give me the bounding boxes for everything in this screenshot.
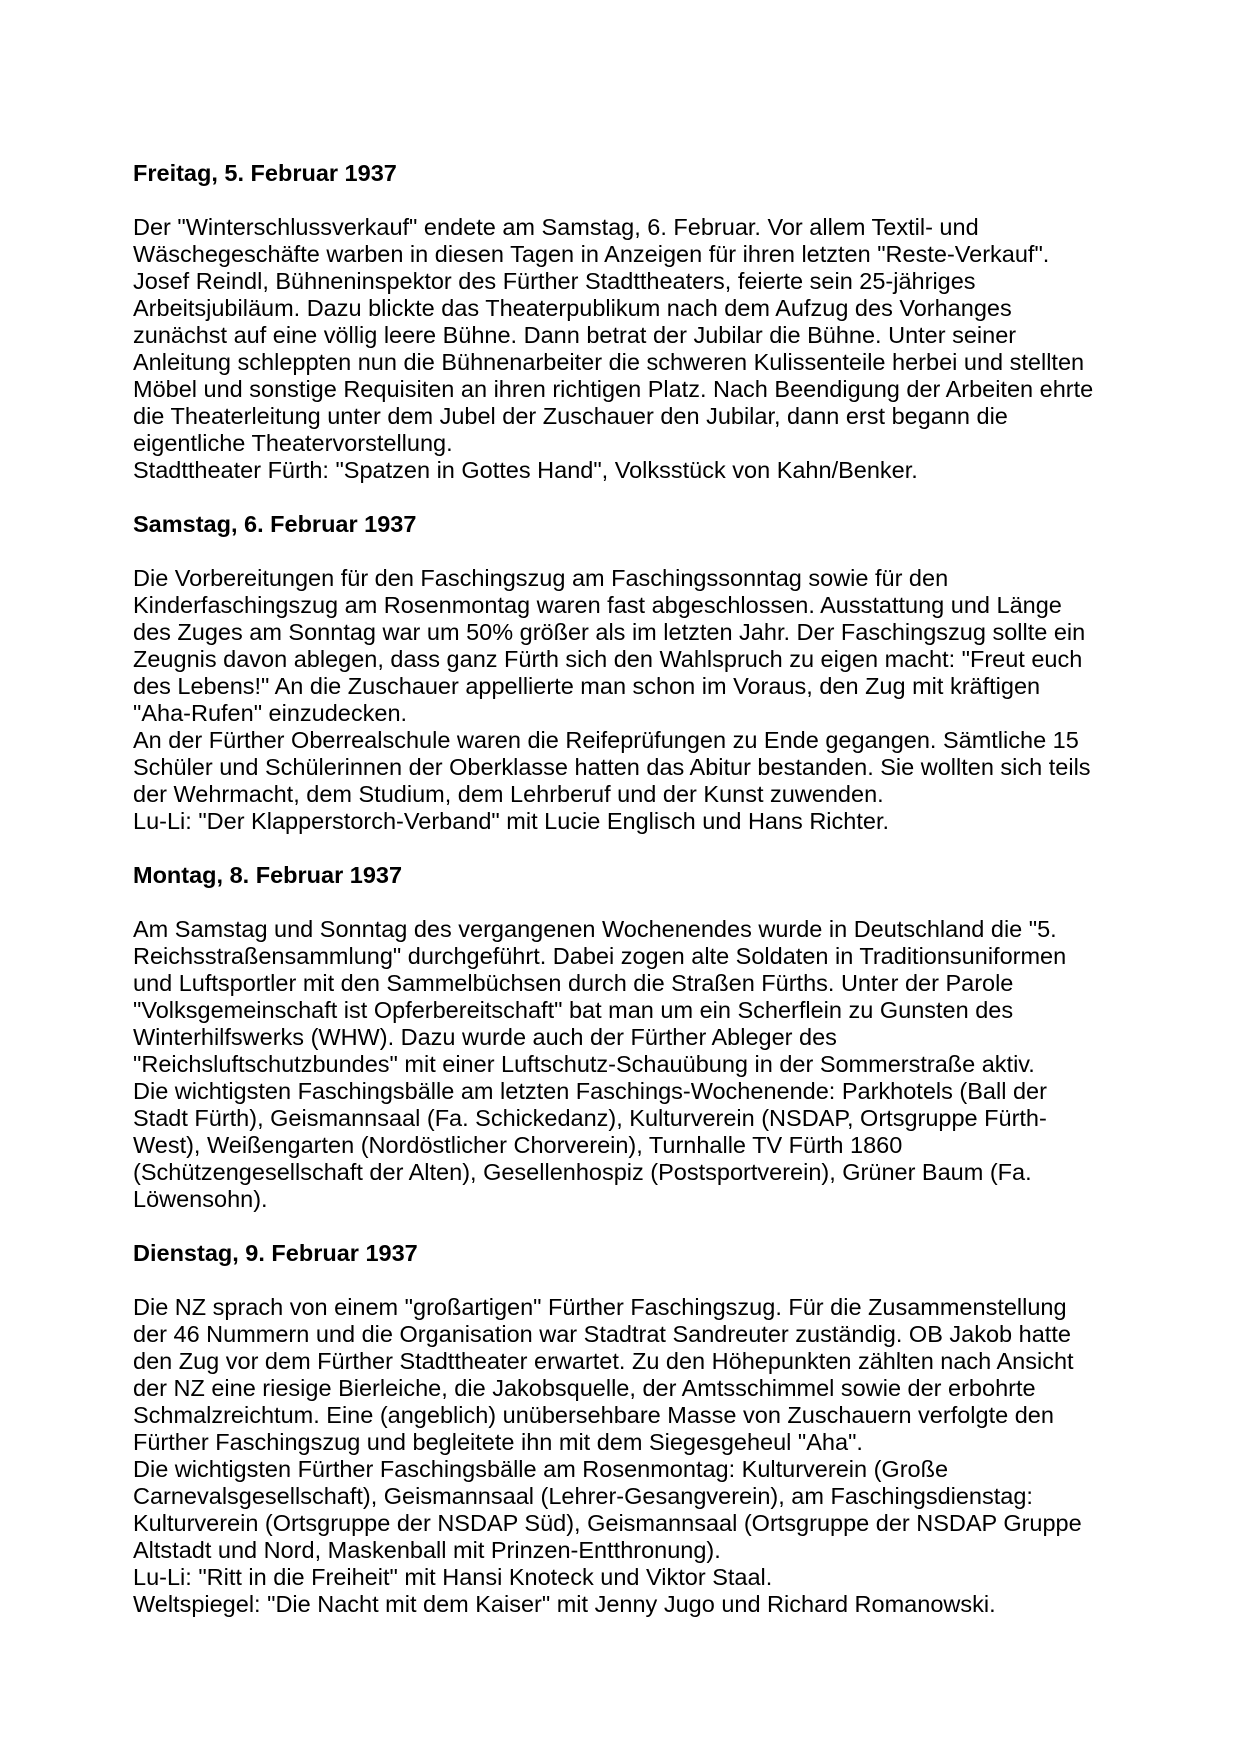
text-line: der 46 Nummern und die Organisation war Stadtrat Sandreuter zuständig. OB Jakob hatte <box>133 1321 1071 1347</box>
text-line: der NZ eine riesige Bierleiche, die Jakobsquelle, der Amtsschimmel sowie der erbohrte <box>133 1375 1036 1401</box>
text-line: "Aha-Rufen" einzudecken. <box>133 700 408 726</box>
text-line: Der "Winterschlussverkauf" endete am Samstag, 6. Februar. Vor allem Textil- und <box>133 214 979 240</box>
text-line: Schüler und Schülerinnen der Oberklasse hatten das Abitur bestanden. Sie wollten sich teils <box>133 754 1091 780</box>
text-line: Zeugnis davon ablegen, dass ganz Fürth sich den Wahlspruch zu eigen macht: "Freut euch <box>133 646 1083 672</box>
text-line: Lu-Li: "Der Klapperstorch-Verband" mit Lucie Englisch und Hans Richter. <box>133 808 890 834</box>
text-line: (Schützengesellschaft der Alten), Gesellenhospiz (Postsportverein), Grüner Baum (Fa. <box>133 1159 1032 1185</box>
text-line: "Reichsluftschutzbundes" mit einer Luftschutz-Schauübung in der Sommerstraße aktiv. <box>133 1051 1035 1077</box>
text-line: Die Vorbereitungen für den Faschingszug am Faschingssonntag sowie für den <box>133 565 949 591</box>
text-line: der Wehrmacht, dem Studium, dem Lehrberuf und der Kunst zuwenden. <box>133 781 884 807</box>
text-line: Kulturverein (Ortsgruppe der NSDAP Süd), Geismannsaal (Ortsgruppe der NSDAP Gruppe <box>133 1510 1082 1536</box>
text-line: Weltspiegel: "Die Nacht mit dem Kaiser" mit Jenny Jugo und Richard Romanowski. <box>133 1591 996 1617</box>
text-line: "Volksgemeinschaft ist Opferbereitschaft" bat man um ein Scherflein zu Gunsten des <box>133 997 1014 1023</box>
section-paragraph <box>133 565 1123 835</box>
text-line: den Zug vor dem Fürther Stadttheater erwartet. Zu den Höhepunkten zählten nach Ansicht <box>133 1348 1074 1374</box>
text-line: die Theaterleitung unter dem Jubel der Zuschauer den Jubilar, dann erst begann die <box>133 403 1008 429</box>
text-line: Am Samstag und Sonntag des vergangenen Wochenendes wurde in Deutschland die "5. <box>133 916 1057 942</box>
text-line: Arbeitsjubiläum. Dazu blickte das Theaterpublikum nach dem Aufzug des Vorhanges <box>133 295 1012 321</box>
text-line: Stadt Fürth), Geismannsaal (Fa. Schickedanz), Kulturverein (NSDAP, Ortsgruppe Fürth- <box>133 1105 1047 1131</box>
text-line: Reichsstraßensammlung" durchgeführt. Dabei zogen alte Soldaten in Traditionsuniformen <box>133 943 1067 969</box>
text-line: Schmalzreichtum. Eine (angeblich) unübersehbare Masse von Zuschauern verfolgte den <box>133 1402 1054 1428</box>
text-line: Wäschegeschäfte warben in diesen Tagen in Anzeigen für ihren letzten "Reste-Verkauf". <box>133 241 1050 267</box>
text-line: Josef Reindl, Bühneninspektor des Fürther Stadttheaters, feierte sein 25-jähriges <box>133 268 976 294</box>
text-line: Kinderfaschingszug am Rosenmontag waren fast abgeschlossen. Ausstattung und Länge <box>133 592 1062 618</box>
text-line: und Luftsportler mit den Sammelbüchsen durch die Straßen Fürths. Unter der Parole <box>133 970 1014 996</box>
text-line: Lu-Li: "Ritt in die Freiheit" mit Hansi Knoteck und Viktor Staal. <box>133 1564 773 1590</box>
text-line: eigentliche Theatervorstellung. <box>133 430 453 456</box>
text-line: Winterhilfswerks (WHW). Dazu wurde auch der Fürther Ableger des <box>133 1024 837 1050</box>
text-line: Fürther Faschingszug und begleitete ihn mit dem Siegesgeheul "Aha". <box>133 1429 863 1455</box>
text-line: Möbel und sonstige Requisiten an ihren richtigen Platz. Nach Beendigung der Arbeiten ehrte <box>133 376 1094 402</box>
text-line: Die wichtigsten Faschingsbälle am letzten Faschings-Wochenende: Parkhotels (Ball der <box>133 1078 1047 1104</box>
text-line: Löwensohn). <box>133 1186 268 1212</box>
text-line: des Zuges am Sonntag war um 50% größer als im letzten Jahr. Der Faschingszug sollte ein <box>133 619 1086 645</box>
text-line: Anleitung schleppten nun die Bühnenarbeiter die schweren Kulissenteile herbei und stellten <box>133 349 1085 375</box>
section-paragraph <box>133 1294 1123 1618</box>
text-line: An der Fürther Oberrealschule waren die Reifeprüfungen zu Ende gegangen. Sämtliche 15 <box>133 727 1079 753</box>
section-heading: Dienstag, 9. Februar 1937 <box>133 1240 418 1266</box>
section-paragraph <box>133 214 1123 484</box>
section-heading: Montag, 8. Februar 1937 <box>133 862 403 888</box>
text-line: Die NZ sprach von einem "großartigen" Fürther Faschingszug. Für die Zusammenstellung <box>133 1294 1067 1320</box>
section-heading: Freitag, 5. Februar 1937 <box>133 160 397 186</box>
text-line: West), Weißengarten (Nordöstlicher Chorverein), Turnhalle TV Fürth 1860 <box>133 1132 903 1158</box>
text-line: Altstadt und Nord, Maskenball mit Prinzen-Entthronung). <box>133 1537 721 1563</box>
text-line: zunächst auf eine völlig leere Bühne. Dann betrat der Jubilar die Bühne. Unter seiner <box>133 322 1017 348</box>
section-heading: Samstag, 6. Februar 1937 <box>133 511 417 537</box>
text-line: Die wichtigsten Fürther Faschingsbälle am Rosenmontag: Kulturverein (Große <box>133 1456 949 1482</box>
section-paragraph <box>133 916 1123 1213</box>
document-content <box>133 160 1123 1645</box>
text-line: Carnevalsgesellschaft), Geismannsaal (Lehrer-Gesangverein), am Faschingsdienstag: <box>133 1483 1033 1509</box>
text-line: des Lebens!" An die Zuschauer appellierte man schon im Voraus, den Zug mit kräftigen <box>133 673 1041 699</box>
text-line: Stadttheater Fürth: "Spatzen in Gottes Hand", Volksstück von Kahn/Benker. <box>133 457 918 483</box>
